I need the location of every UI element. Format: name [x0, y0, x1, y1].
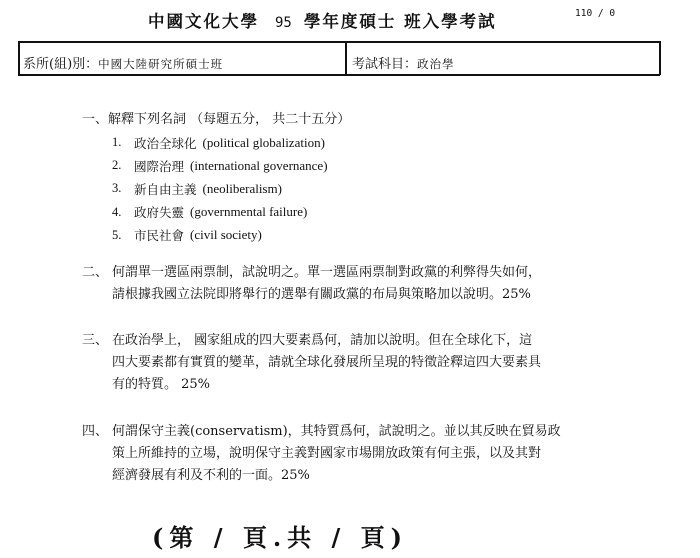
exam-name: 學年度碩士 班入學考試 — [303, 12, 497, 31]
term-item — [112, 177, 328, 200]
term-chinese: 政府失靈 — [134, 205, 185, 221]
academic-year: 95 — [275, 15, 292, 31]
question-line: 策上所維持的立場，說明保守主義對國家市場開放政策有何主張，以及其對 — [112, 446, 542, 461]
question-2 — [82, 262, 622, 306]
question-line: 請根據我國立法院即將舉行的選舉有關政黨的布局與策略加以說明。25% — [112, 287, 531, 302]
question-line: 何謂單一選區兩票制，試說明之。單一選區兩票制對政黨的利弊得失如何， — [112, 265, 542, 280]
question-number: 三、 — [82, 333, 109, 348]
header-top-rule — [18, 41, 660, 43]
question-text — [82, 330, 622, 396]
question-line: 有的特質。 25% — [112, 377, 211, 392]
term-chinese: 新自由主義 — [134, 181, 197, 197]
term-item — [112, 154, 328, 177]
header-left-border — [18, 41, 20, 75]
term-english: (governmental failure) — [190, 204, 308, 220]
department-label: 系所(組)別： — [23, 57, 99, 72]
page-code: 110 / 0 — [575, 8, 616, 19]
term-number: 3. — [112, 181, 122, 196]
question-3 — [82, 330, 622, 396]
header-right-border — [659, 41, 661, 75]
exam-title — [148, 8, 497, 32]
question-text — [82, 262, 622, 306]
term-english: (civil society) — [190, 227, 262, 243]
term-chinese: 市民社會 — [134, 228, 185, 244]
school-name: 中國文化大學 — [148, 12, 259, 31]
term-item — [112, 201, 328, 224]
question-line: 何謂保守主義(conservatism)，其特質爲何，試說明之。並以其反映在貿易政 — [112, 424, 561, 439]
term-english: (international governance) — [190, 157, 328, 173]
term-item — [112, 224, 328, 247]
question-number: 二、 — [82, 265, 109, 280]
page-footer: (第 / 頁.共 / 頁) — [152, 523, 409, 552]
header-divider — [345, 41, 347, 75]
department-value: 中國大陸研究所碩士班 — [98, 57, 224, 71]
term-english: (political globalization) — [202, 134, 325, 150]
header-bottom-rule — [18, 74, 660, 76]
term-number: 1. — [112, 135, 122, 150]
question-line: 經濟發展有利及不利的一面。25% — [112, 468, 310, 483]
section-1-heading: 一、解釋下列名詞 （每題五分， 共二十五分） — [82, 112, 351, 127]
question-4 — [82, 421, 622, 487]
question-text — [82, 421, 622, 487]
question-line: 在政治學上， 國家組成的四大要素爲何，請加以說明。但在全球化下，這 — [112, 333, 533, 348]
question-number: 四、 — [82, 424, 109, 439]
subject-value: 政治學 — [417, 57, 455, 71]
term-list — [112, 131, 328, 247]
term-number: 2. — [112, 158, 122, 173]
department-field — [23, 53, 223, 72]
subject-label: 考試科目： — [352, 57, 418, 72]
subject-field — [352, 53, 455, 72]
term-chinese: 國際治理 — [134, 158, 185, 174]
term-number: 5. — [112, 227, 122, 242]
term-english: (neoliberalism) — [202, 180, 282, 196]
term-chinese: 政治全球化 — [134, 135, 197, 151]
term-number: 4. — [112, 204, 122, 219]
term-item — [112, 131, 328, 154]
question-line: 四大要素都有實質的變革，請就全球化發展所呈現的特徵詮釋這四大要素具 — [112, 355, 542, 370]
